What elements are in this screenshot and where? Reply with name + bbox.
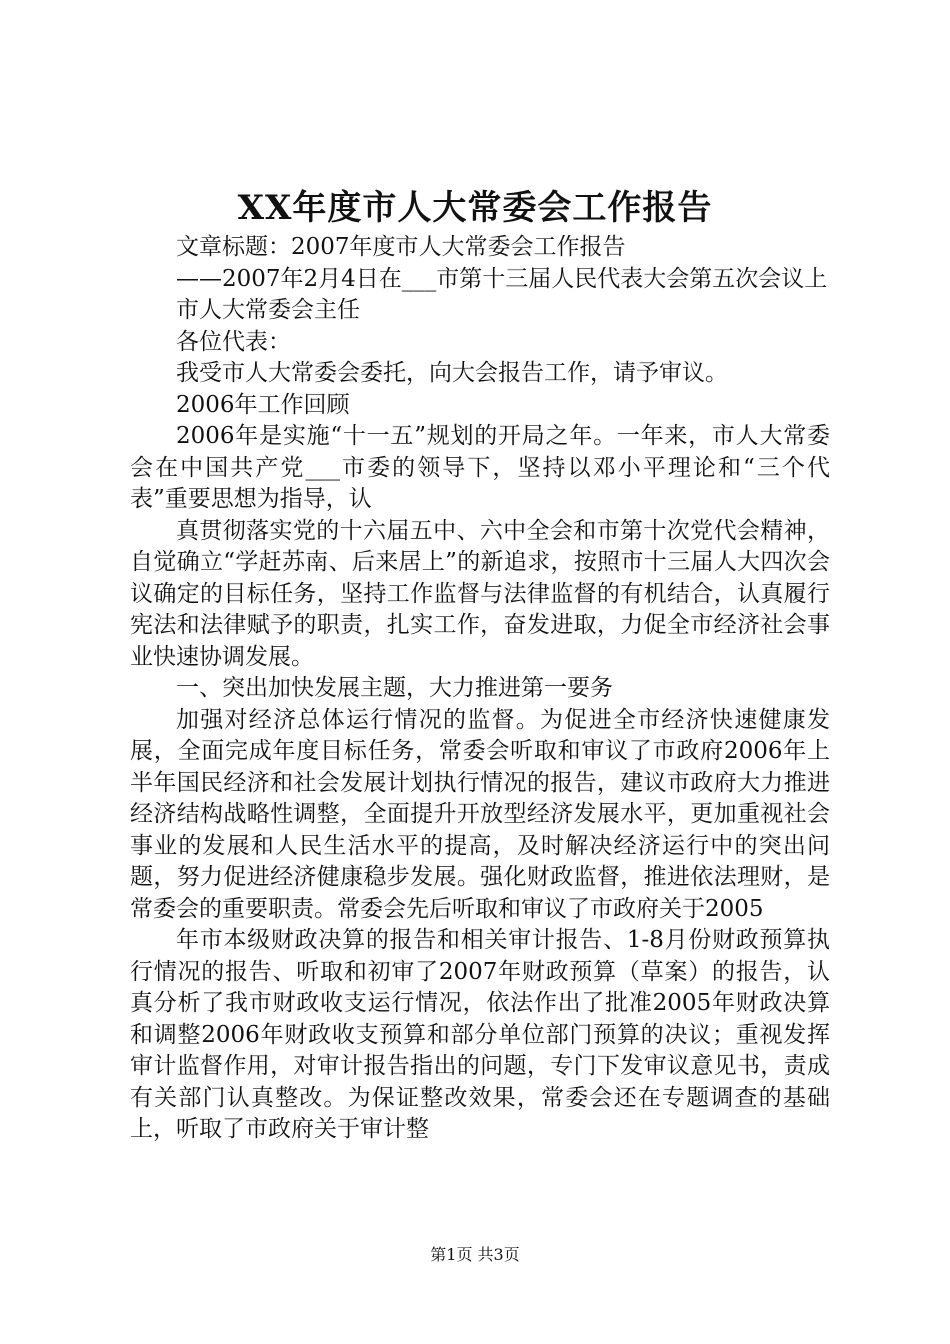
document-body [130,232,830,1146]
meeting-subtitle: ——2007年2月4日在___市第十三届人民代表大会第五次会议上 [176,265,828,292]
salutation: 各位代表： [176,328,291,355]
speaker-line: 市人大常委会主任 [176,297,360,323]
body-paragraph: 年市本级财政决算的报告和相关审计报告、1-8月份财政预算执行情况的报告、听取和初审了2007年财政预算（草案）的报告，认真分析了我市财政收支运行情况，依法作出了批准2005年财政决算和调整2006年财政收支预算和部分单位部门预算的决议；重视发挥审计监督作用，对审计报告指出的问题，专门下发审议意见书，责成有关部门认真整改。为保证整改效果，常委会还在专题调查的基础上，听取了市政府关于审计整 [130,927,830,1142]
body-paragraph: 加强对经济总体运行情况的监督。为促进全市经济快速健康发展，全面完成年度目标任务，常委会听取和审议了市政府2006年上半年国民经济和社会发展计划执行情况的报告，建议市政府大力推进经济结构战略性调整，全面提升开放型经济发展水平，更加重视社会事业的发展和人民生活水平的提高，及时解决经济运行中的突出问题，努力促进经济健康稳步发展。强化财政监督，推进依法理财，是常委会的重要职责。常委会先后听取和审议了市政府关于2005 [130,706,830,922]
document-title: XX年度市人大常委会工作报告 [237,188,713,228]
article-title-line: 文章标题：2007年度市人大常委会工作报告 [176,234,626,260]
intro-paragraph: 我受市人大常委会委托，向大会报告工作，请予审议。 [176,360,728,386]
body-paragraph: 真贯彻落实党的十六届五中、六中全会和市第十次党代会精神，自觉确立“学赶苏南、后来居上”的新追求，按照市十三届人大四次会议确定的目标任务，坚持工作监督与法律监督的有机结合，认真履行宪法和法律赋予的职责，扎实工作，奋发进取，力促全市经济社会事业快速协调发展。 [130,517,830,670]
section-heading-review: 2006年工作回顾 [176,391,350,418]
section-heading-one: 一、突出加快发展主题，大力推进第一要务 [176,675,613,701]
body-paragraph: 2006年是实施“十一五”规划的开局之年。一年来，市人大常委会在中国共产党___市委的领导下，坚持以邓小平理论和“三个代表”重要思想为指导，认 [130,423,830,512]
page-footer: 第1页 共3页 [430,1245,520,1264]
